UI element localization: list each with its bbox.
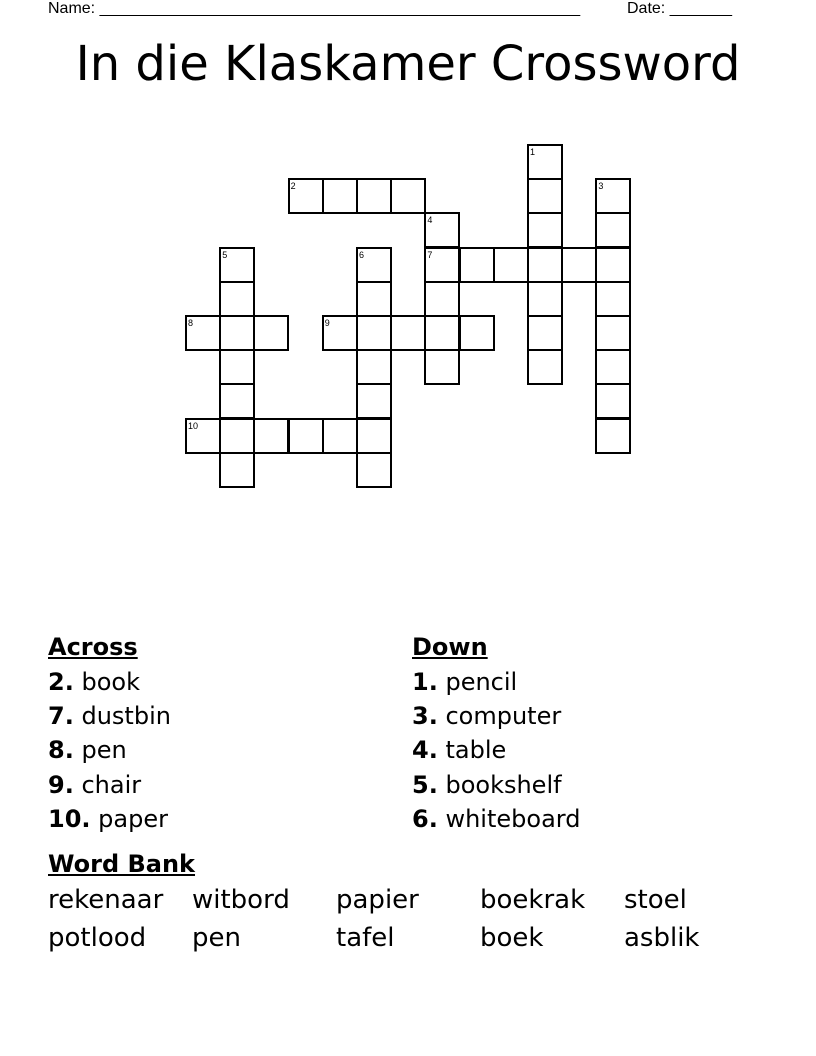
word-bank-item: tafel [336, 923, 395, 953]
clue-text: dustbin [81, 702, 171, 730]
grid-cell[interactable] [493, 247, 529, 283]
grid-cell[interactable] [527, 349, 563, 385]
word-bank-item: pen [192, 923, 241, 953]
clue-text: chair [81, 771, 142, 799]
grid-cell[interactable] [527, 281, 563, 317]
grid-cell[interactable] [424, 281, 460, 317]
grid-cell[interactable] [459, 315, 495, 351]
grid-cell[interactable] [390, 178, 426, 214]
across-heading: Across [48, 633, 138, 661]
grid-cell[interactable] [322, 418, 358, 454]
down-clue [412, 667, 517, 697]
page-title: In die Klaskamer Crossword [75, 36, 741, 92]
word-bank-item: boek [480, 923, 544, 953]
grid-cell[interactable] [253, 418, 289, 454]
down-clue [412, 770, 562, 800]
down-clue [412, 701, 561, 731]
clue-number-label: 8 [188, 318, 194, 328]
grid-cell[interactable] [595, 349, 631, 385]
grid-cell[interactable] [219, 418, 255, 454]
grid-cell[interactable] [459, 247, 495, 283]
grid-cell[interactable] [561, 247, 597, 283]
clue-number-label: 9 [324, 318, 330, 328]
grid-cell[interactable] [527, 212, 563, 248]
across-clue [48, 804, 168, 834]
grid-cell[interactable] [356, 383, 392, 419]
clue-text: whiteboard [445, 805, 581, 833]
clue-text: bookshelf [445, 771, 562, 799]
clue-number: 10. [48, 805, 91, 833]
word-bank-item: witbord [192, 885, 290, 915]
down-heading: Down [412, 633, 488, 661]
grid-cell[interactable] [595, 247, 631, 283]
word-bank-item: potlood [48, 923, 147, 953]
clue-number-label: 7 [427, 249, 433, 260]
grid-cell[interactable] [424, 315, 460, 351]
grid-cell[interactable] [595, 212, 631, 248]
across-clue [48, 735, 127, 765]
grid-cell[interactable] [595, 383, 631, 419]
grid-cell[interactable] [288, 418, 324, 454]
clue-number: 5. [412, 771, 438, 799]
across-clue [48, 701, 171, 731]
grid-cell[interactable] [219, 349, 255, 385]
clue-text: paper [98, 805, 168, 833]
grid-cell[interactable] [356, 315, 392, 351]
grid-cell[interactable] [219, 383, 255, 419]
grid-cell[interactable] [356, 281, 392, 317]
clue-number-label: 2 [290, 181, 296, 192]
grid-cell[interactable] [219, 315, 255, 351]
clue-text: table [445, 736, 507, 764]
clue-number: 8. [48, 736, 74, 764]
word-bank-item: papier [336, 885, 419, 915]
grid-cell[interactable] [390, 315, 426, 351]
clue-number-label: 1 [530, 147, 536, 157]
grid-cell[interactable] [527, 247, 563, 283]
clue-number: 9. [48, 771, 74, 799]
date-field-label: Date: _______ [627, 0, 732, 17]
grid-cell[interactable] [595, 418, 631, 454]
grid-cell[interactable] [322, 178, 358, 214]
grid-cell[interactable] [356, 178, 392, 214]
word-bank-item: stoel [624, 885, 687, 915]
grid-cell[interactable] [424, 349, 460, 385]
clue-number: 7. [48, 702, 74, 730]
down-clue [412, 735, 506, 765]
grid-cell[interactable] [219, 452, 255, 488]
grid-cell[interactable] [595, 315, 631, 351]
name-field-label: Name: ______________________________________________________ [48, 0, 581, 17]
word-bank-item: rekenaar [48, 885, 164, 915]
clue-text: pen [81, 736, 127, 764]
clue-number: 3. [412, 702, 438, 730]
grid-cell[interactable] [253, 315, 289, 351]
clue-number: 4. [412, 736, 438, 764]
grid-cell[interactable] [527, 178, 563, 214]
clue-number-label: 6 [359, 249, 365, 260]
across-clue [48, 770, 141, 800]
word-bank-item: boekrak [480, 885, 586, 915]
grid-cell[interactable] [356, 418, 392, 454]
clue-number-label: 10 [188, 420, 199, 431]
clue-number-label: 3 [598, 181, 604, 192]
clue-number: 2. [48, 668, 74, 696]
clue-text: book [81, 668, 140, 696]
word-bank-item: asblik [624, 923, 700, 953]
clue-text: computer [445, 702, 562, 730]
clue-number: 6. [412, 805, 438, 833]
clue-number-label: 5 [222, 249, 228, 260]
across-clue [48, 667, 140, 697]
grid-cell[interactable] [595, 281, 631, 317]
grid-cell[interactable] [356, 349, 392, 385]
grid-cell[interactable] [527, 315, 563, 351]
word-bank-heading: Word Bank [48, 850, 196, 878]
grid-cell[interactable] [219, 281, 255, 317]
grid-cell[interactable] [356, 452, 392, 488]
clue-number: 1. [412, 668, 438, 696]
clue-number-label: 4 [427, 215, 433, 226]
down-clue [412, 804, 580, 834]
clue-text: pencil [445, 668, 518, 696]
